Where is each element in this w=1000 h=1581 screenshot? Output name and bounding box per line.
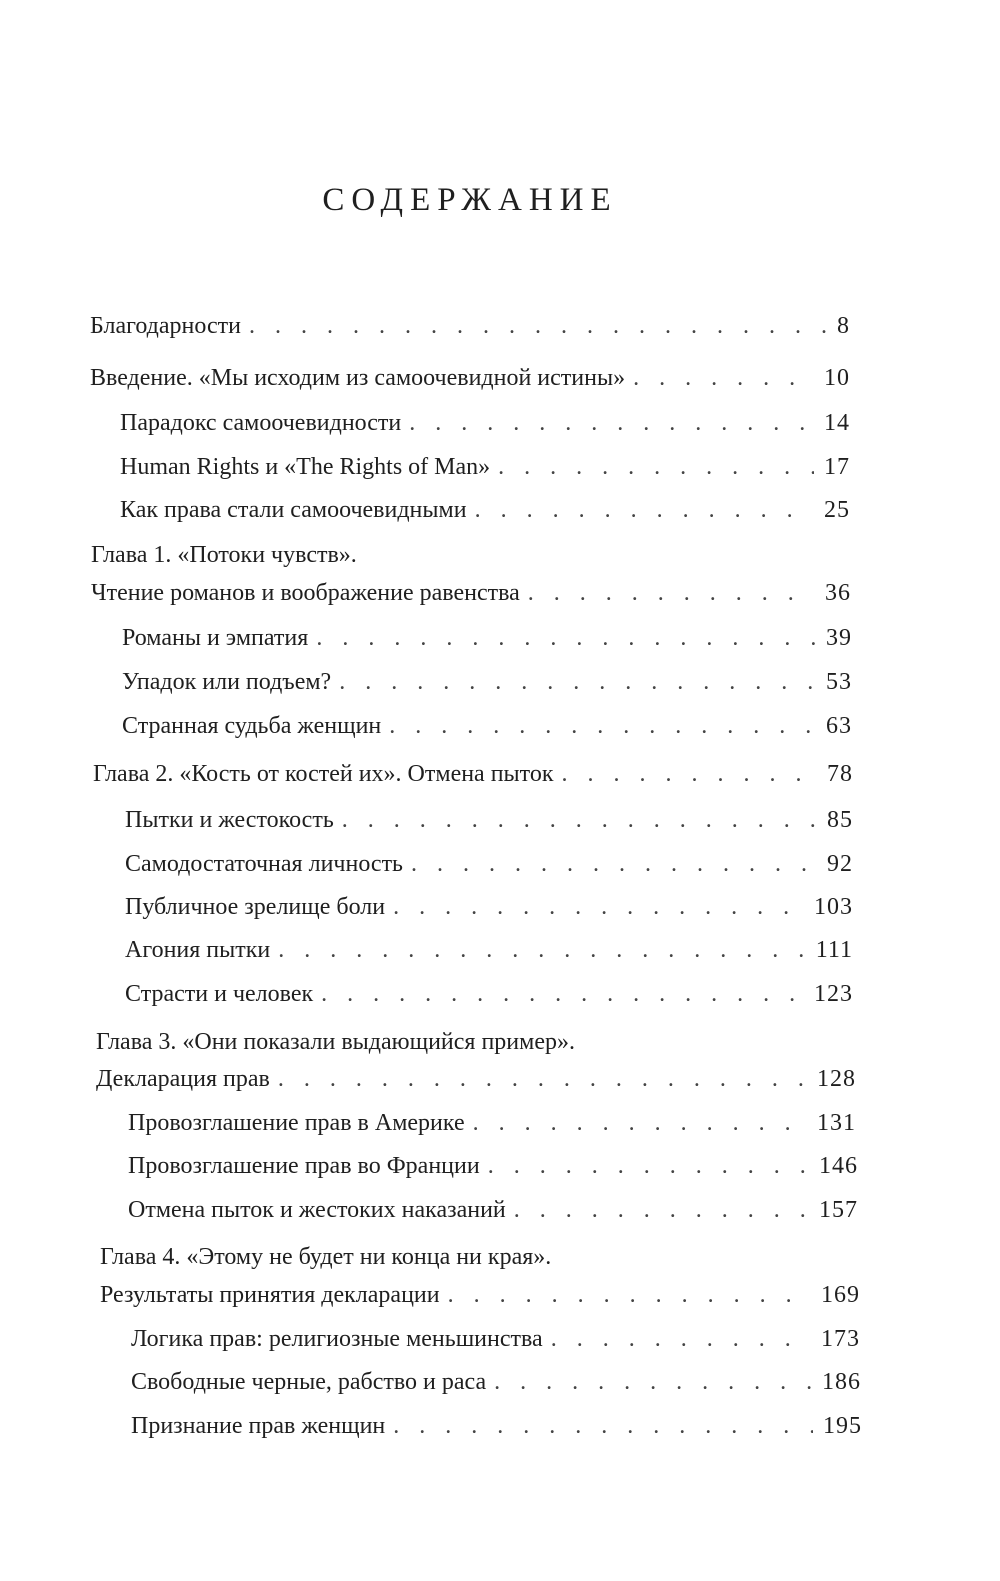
toc-subentry bbox=[122, 667, 852, 697]
dot-leader bbox=[488, 1151, 809, 1181]
dot-leader bbox=[475, 495, 814, 525]
toc-entry-title: Провозглашение прав во Франции bbox=[128, 1153, 480, 1179]
dot-leader bbox=[514, 1195, 809, 1225]
dot-leader bbox=[448, 1280, 811, 1310]
dot-leader bbox=[633, 363, 814, 393]
toc-entry bbox=[90, 311, 850, 341]
toc-entry-page: 111 bbox=[815, 937, 853, 963]
dot-leader bbox=[473, 1108, 807, 1138]
toc-entry-title: Пытки и жестокость bbox=[125, 807, 334, 833]
toc-entry-page: 36 bbox=[825, 580, 851, 606]
dot-leader bbox=[342, 805, 817, 835]
toc-entry-page: 173 bbox=[821, 1326, 860, 1352]
toc-subentry bbox=[125, 892, 853, 922]
toc-entry-title: Результаты принятия декларации bbox=[100, 1282, 440, 1308]
toc-entry-title: Чтение романов и воображение равенства bbox=[91, 580, 520, 606]
toc-entry-page: 92 bbox=[827, 851, 853, 877]
toc-entry-title: Агония пытки bbox=[125, 937, 271, 963]
toc-subentry bbox=[131, 1324, 860, 1354]
toc-subentry bbox=[125, 805, 853, 835]
toc-entry-page: 157 bbox=[819, 1197, 858, 1223]
dot-leader bbox=[393, 1411, 813, 1441]
dot-leader bbox=[316, 623, 816, 653]
toc-entry-page: 17 bbox=[824, 454, 850, 480]
toc-entry-title: Упадок или подъем? bbox=[122, 669, 332, 695]
toc-chapter-heading: Глава 4. «Этому не будет ни конца ни края». bbox=[100, 1244, 552, 1270]
toc-subentry bbox=[122, 711, 852, 741]
dot-leader bbox=[339, 667, 816, 697]
toc-entry-title: Логика прав: религиозные меньшинства bbox=[131, 1326, 543, 1352]
toc-entry-title: Признание прав женщин bbox=[131, 1413, 386, 1439]
toc-entry-page: 123 bbox=[814, 981, 853, 1007]
dot-leader bbox=[409, 408, 814, 438]
dot-leader bbox=[411, 849, 817, 879]
toc-subentry bbox=[128, 1195, 858, 1225]
dot-leader bbox=[389, 711, 816, 741]
toc-entry-page: 85 bbox=[827, 807, 853, 833]
dot-leader bbox=[494, 1367, 812, 1397]
dot-leader bbox=[249, 311, 827, 341]
toc-subentry bbox=[128, 1108, 856, 1138]
toc-entry-title: Глава 2. «Кость от костей их». Отмена пыток bbox=[93, 761, 554, 787]
toc-entry-title: Свободные черные, рабство и раса bbox=[131, 1369, 487, 1395]
toc-entry bbox=[93, 759, 853, 789]
toc-entry-title: Благодарности bbox=[90, 313, 241, 339]
toc-subentry bbox=[120, 408, 850, 438]
toc-entry-page: 39 bbox=[826, 625, 852, 651]
toc-entry-title: Введение. «Мы исходим из самоочевидной истины» bbox=[90, 365, 626, 391]
toc-subentry bbox=[125, 849, 853, 879]
dot-leader bbox=[528, 578, 815, 608]
toc-entry-title: Страсти и человек bbox=[125, 981, 314, 1007]
toc-entry bbox=[91, 578, 851, 608]
toc-subentry bbox=[122, 623, 852, 653]
dot-leader bbox=[278, 935, 806, 965]
toc-entry-title: Самодостаточная личность bbox=[125, 851, 404, 877]
toc-entry-page: 146 bbox=[819, 1153, 858, 1179]
toc-entry-page: 25 bbox=[824, 497, 850, 523]
toc-entry-page: 78 bbox=[827, 761, 853, 787]
toc-subentry bbox=[125, 935, 853, 965]
toc-entry-title: Публичное зрелище боли bbox=[125, 894, 386, 920]
dot-leader bbox=[562, 759, 817, 789]
toc-entry-title: Декларация прав bbox=[96, 1066, 270, 1092]
toc-entry bbox=[100, 1280, 860, 1310]
toc-entry-title: Отмена пыток и жестоких наказаний bbox=[128, 1197, 506, 1223]
toc-subentry bbox=[128, 1151, 858, 1181]
toc-chapter-heading: Глава 3. «Они показали выдающийся пример». bbox=[96, 1029, 575, 1055]
page-title: СОДЕРЖАНИЕ bbox=[322, 182, 618, 218]
toc-entry-page: 186 bbox=[822, 1369, 861, 1395]
toc-entry-page: 53 bbox=[826, 669, 852, 695]
toc-entry-page: 169 bbox=[821, 1282, 860, 1308]
toc-subentry bbox=[120, 495, 850, 525]
toc-subentry bbox=[125, 979, 853, 1009]
toc-entry-title: Как права стали самоочевидными bbox=[120, 497, 467, 523]
toc-entry-title: Романы и эмпатия bbox=[122, 625, 309, 651]
toc-entry-page: 103 bbox=[814, 894, 853, 920]
toc-entry-page: 128 bbox=[817, 1066, 856, 1092]
toc-subentry bbox=[120, 452, 850, 482]
toc-entry-page: 10 bbox=[824, 365, 850, 391]
toc-entry bbox=[90, 363, 850, 393]
toc-entry-page: 8 bbox=[837, 313, 850, 339]
toc-entry-title: Human Rights и «The Rights of Man» bbox=[120, 454, 491, 480]
toc-subentry bbox=[131, 1367, 861, 1397]
toc-entry-title: Парадокс самоочевидности bbox=[120, 410, 402, 436]
toc-entry-title: Провозглашение прав в Америке bbox=[128, 1110, 465, 1136]
toc-entry-page: 63 bbox=[826, 713, 852, 739]
dot-leader bbox=[321, 979, 804, 1009]
toc-subentry bbox=[131, 1411, 862, 1441]
toc-entry bbox=[96, 1064, 856, 1094]
toc-entry-page: 195 bbox=[823, 1413, 862, 1439]
toc-entry-page: 14 bbox=[824, 410, 850, 436]
toc-entry-page: 131 bbox=[817, 1110, 856, 1136]
dot-leader bbox=[393, 892, 804, 922]
dot-leader bbox=[498, 452, 814, 482]
dot-leader bbox=[551, 1324, 811, 1354]
dot-leader bbox=[278, 1064, 807, 1094]
toc-chapter-heading: Глава 1. «Потоки чувств». bbox=[91, 542, 357, 568]
toc-entry-title: Странная судьба женщин bbox=[122, 713, 382, 739]
